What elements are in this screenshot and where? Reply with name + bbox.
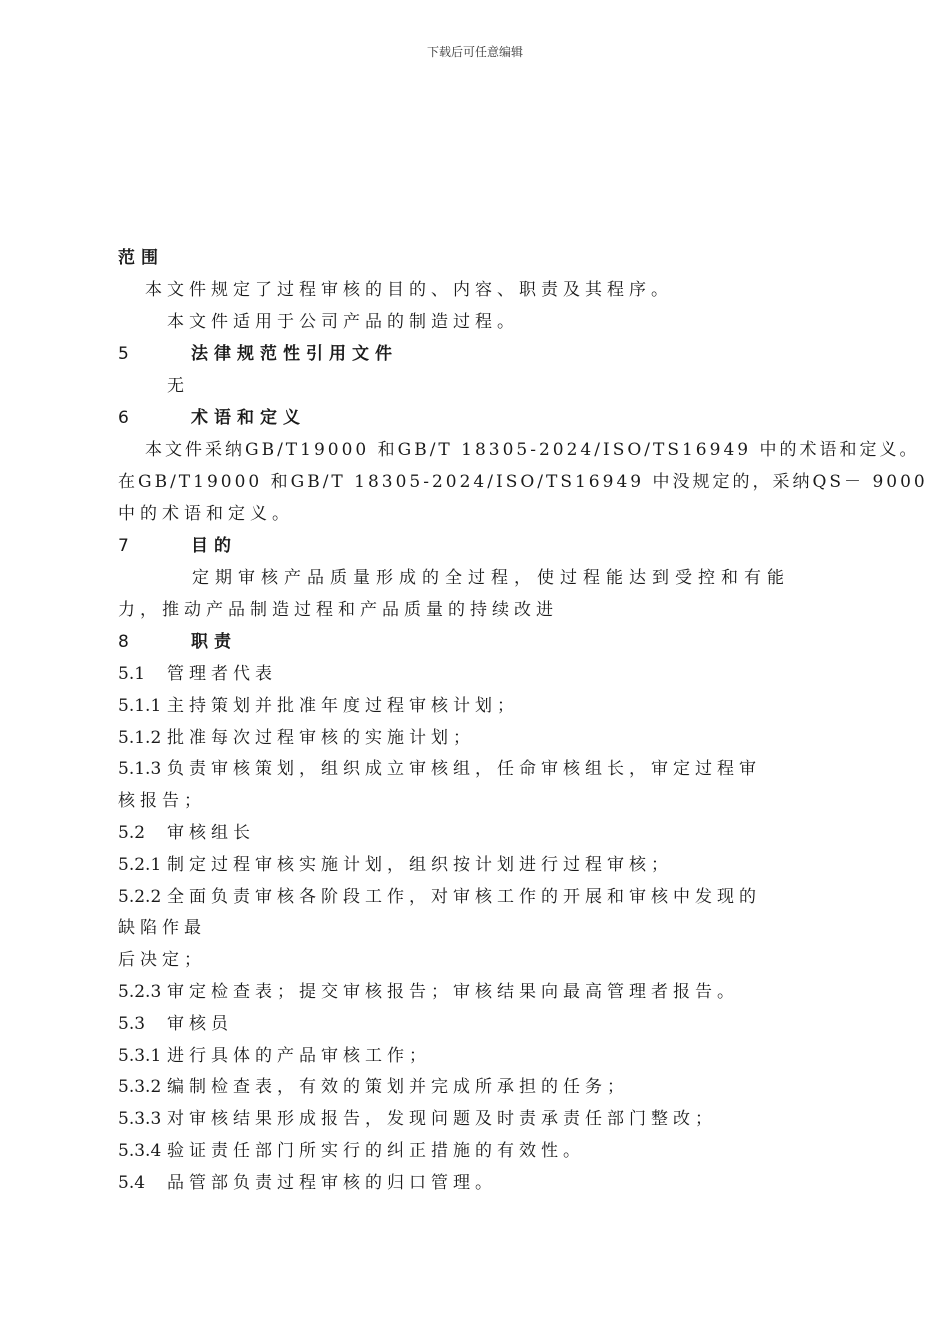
- item-number: 5.2.1: [118, 855, 162, 875]
- section-6-line-1: 本文件采纳GB/T19000 和GB/T 18305-2024/ISO/TS16949 中的术语和定义。: [145, 440, 920, 460]
- responsibility-line: [118, 1076, 629, 1098]
- responsibility-line: [118, 695, 519, 717]
- responsibility-line: [118, 790, 206, 812]
- item-number: 5.3.3: [118, 1109, 162, 1129]
- item-text: 后决定；: [118, 950, 206, 970]
- item-text: 制定过程审核实施计划，组织按计划进行过程审核；: [167, 855, 673, 875]
- section-8-heading: [118, 631, 237, 653]
- responsibility-line: [118, 981, 739, 1003]
- section-6-heading: [118, 407, 306, 429]
- responsibility-line: [118, 1108, 717, 1130]
- item-number: 5.1: [118, 664, 146, 684]
- scope-heading: 范围: [118, 248, 164, 268]
- section-number: 7: [118, 536, 129, 556]
- section-7-line-1: 定期审核产品质量形成的全过程，使过程能达到受控和有能: [192, 568, 790, 588]
- responsibility-line: [118, 917, 206, 939]
- section-7-line-2: 力，推动产品制造过程和产品质量的持续改进: [118, 600, 558, 620]
- responsibility-line: [118, 1140, 585, 1162]
- responsibility-line: [118, 886, 761, 908]
- section-title: 法律规范性引用文件: [191, 344, 398, 364]
- item-text: 验证责任部门所实行的纠正措施的有效性。: [167, 1141, 585, 1161]
- item-number: 5.3: [118, 1014, 146, 1034]
- section-title: 目的: [191, 536, 237, 556]
- responsibility-line: [118, 949, 206, 971]
- page-header-note: 下载后可任意编辑: [426, 45, 523, 59]
- section-7-heading: [118, 535, 237, 557]
- responsibility-line: [118, 1013, 233, 1035]
- responsibility-line: [118, 1172, 497, 1194]
- item-text: 管理者代表: [167, 664, 277, 684]
- scope-paragraph-2: 本文件适用于公司产品的制造过程。: [167, 312, 519, 332]
- item-number: 5.1.1: [118, 696, 162, 716]
- item-number: 5.1.2: [118, 728, 162, 748]
- responsibility-line: [118, 1045, 431, 1067]
- section-number: 8: [118, 632, 129, 652]
- item-text: 对审核结果形成报告，发现问题及时责承责任部门整改；: [167, 1109, 717, 1129]
- item-text: 负责审核策划，组织成立审核组，任命审核组长，审定过程审: [167, 759, 761, 779]
- section-5-body: 无: [167, 376, 189, 396]
- item-text: 核报告；: [118, 791, 206, 811]
- item-number: 5.3.4: [118, 1141, 162, 1161]
- item-text: 审核员: [167, 1014, 233, 1034]
- item-text: 主持策划并批准年度过程审核计划；: [167, 696, 519, 716]
- item-number: 5.4: [118, 1173, 146, 1193]
- item-text: 缺陷作最: [118, 918, 206, 938]
- section-number: 6: [118, 408, 129, 428]
- item-text: 品管部负责过程审核的归口管理。: [167, 1173, 497, 1193]
- responsibility-line: [118, 758, 761, 780]
- responsibility-line: [118, 727, 475, 749]
- section-title: 术语和定义: [191, 408, 306, 428]
- section-6-line-2: 在GB/T19000 和GB/T 18305-2024/ISO/TS16949 中没规定的，采纳QS－ 9000: [118, 472, 928, 492]
- item-number: 5.2: [118, 823, 146, 843]
- item-number: 5.2.2: [118, 887, 162, 907]
- item-number: 5.2.3: [118, 982, 162, 1002]
- section-6-line-3: 中的术语和定义。: [118, 504, 294, 524]
- item-text: 批准每次过程审核的实施计划；: [167, 728, 475, 748]
- item-text: 审核组长: [167, 823, 255, 843]
- scope-paragraph-1: 本文件规定了过程审核的目的、内容、职责及其程序。: [145, 280, 673, 300]
- responsibility-line: [118, 663, 277, 685]
- item-text: 审定检查表；提交审核报告；审核结果向最高管理者报告。: [167, 982, 739, 1002]
- section-number: 5: [118, 344, 129, 364]
- section-5-heading: [118, 343, 398, 365]
- item-text: 全面负责审核各阶段工作，对审核工作的开展和审核中发现的: [167, 887, 761, 907]
- item-number: 5.1.3: [118, 759, 162, 779]
- item-number: 5.3.1: [118, 1046, 162, 1066]
- item-text: 进行具体的产品审核工作；: [167, 1046, 431, 1066]
- responsibility-line: [118, 854, 673, 876]
- item-number: 5.3.2: [118, 1077, 162, 1097]
- responsibility-line: [118, 822, 255, 844]
- item-text: 编制检查表，有效的策划并完成所承担的任务；: [167, 1077, 629, 1097]
- section-title: 职责: [191, 632, 237, 652]
